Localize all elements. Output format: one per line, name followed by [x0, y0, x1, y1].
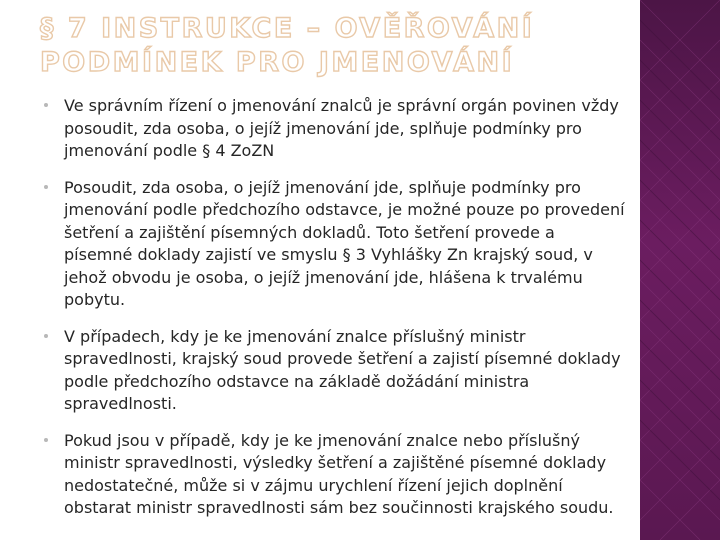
bullet-dot-icon: [44, 334, 48, 338]
list-item: [40, 95, 625, 163]
bullet-text: Posoudit, zda osoba, o jejíž jmenování jde, splňuje podmínky pro jmenování podle předchozího odstavce, je možné pouze po provedení šetření a zajištění písemných dokladů. Toto šetření provede a písemné doklady zajistí ve smyslu § 3 Vyhlášky Zn krajský soud, v jehož obvodu je osoba, o jejíž jmenování jde, hlášena k trvalému pobytu.: [64, 177, 625, 309]
list-item: [40, 177, 625, 312]
bullet-list: [40, 95, 625, 534]
bullet-dot-icon: [44, 103, 48, 107]
slide-title: § 7 INSTRUKCE – OVĚŘOVÁNÍ PODMÍNEK PRO JMENOVÁNÍ: [40, 13, 535, 78]
sidebar-pattern-icon: [640, 0, 720, 540]
list-item: [40, 326, 625, 416]
decorative-sidebar: [640, 0, 720, 540]
bullet-dot-icon: [44, 185, 48, 189]
bullet-text: Ve správním řízení o jmenování znalců je správní orgán povinen vždy posoudit, zda osoba, o jejíž jmenování jde, splňuje podmínky pro jmenování podle § 4 ZoZN: [64, 96, 619, 160]
list-item: [40, 430, 625, 520]
bullet-dot-icon: [44, 438, 48, 442]
bullet-text: V případech, kdy je ke jmenování znalce příslušný ministr spravedlnosti, krajský soud provede šetření a zajistí písemné doklady podle předchozího odstavce na základě dožádání ministra spravedlnosti.: [64, 326, 621, 413]
bullet-text: Pokud jsou v případě, kdy je ke jmenování znalce nebo příslušný ministr spravedlnosti, výsledky šetření a zajištěné písemné doklady nedostatečné, může si v zájmu urychlení řízení jejich doplnění obstarat ministr spravedlnosti sám bez součinnosti krajského soudu.: [64, 430, 614, 517]
